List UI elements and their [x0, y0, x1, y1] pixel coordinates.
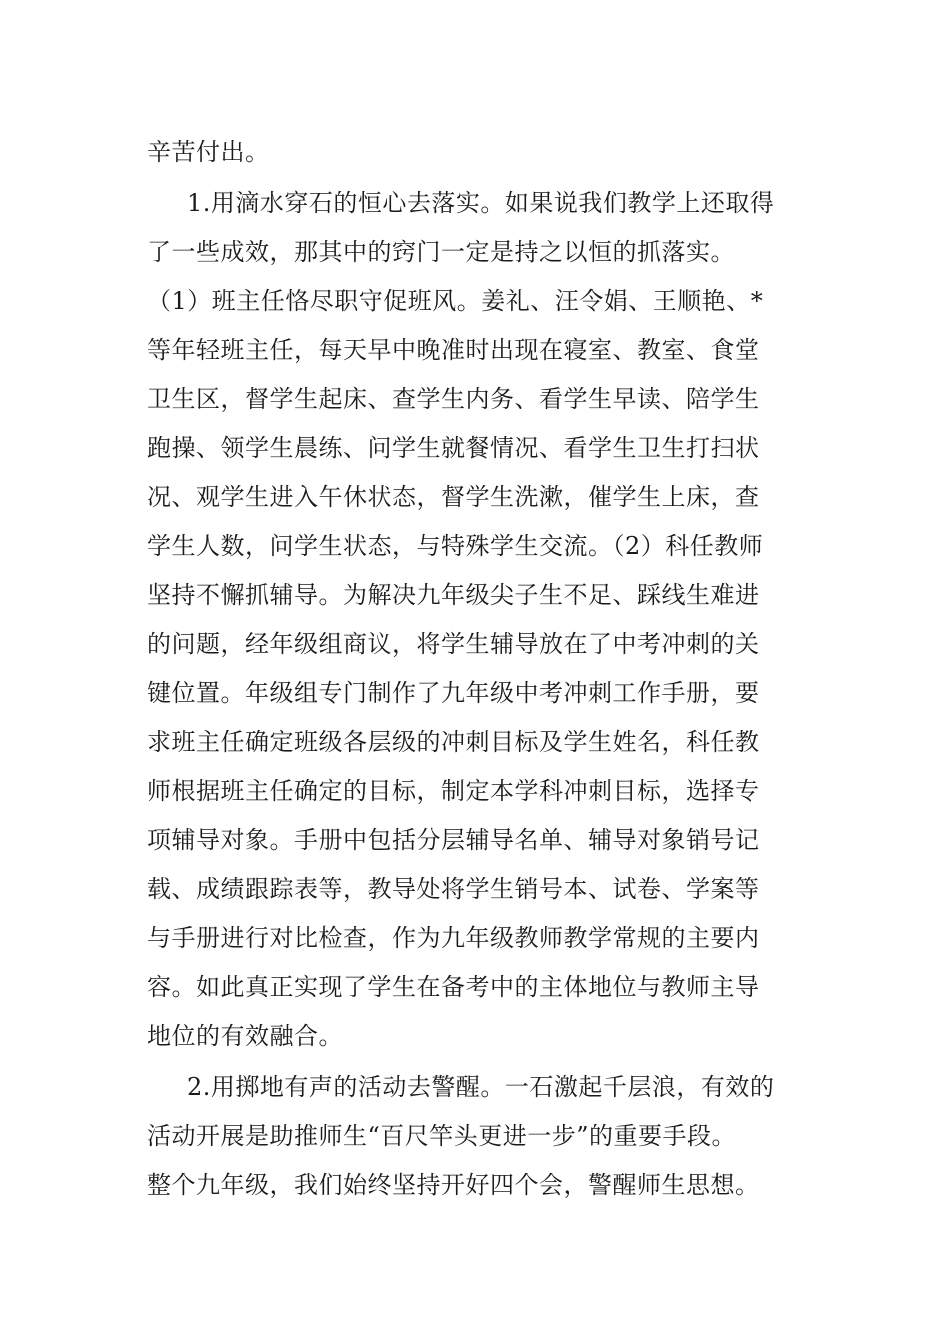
- text-line: 况、观学生进入午休状态，督学生洗漱，催学生上床，查: [147, 483, 760, 511]
- text-line: 与手册进行对比检查，作为九年级教师教学常规的主要内: [147, 924, 760, 952]
- text-line: 键位置。年级组专门制作了九年级中考冲刺工作手册，要: [147, 679, 760, 707]
- text-line: 载、成绩跟踪表等，教导处将学生销号本、试卷、学案等: [147, 875, 760, 903]
- paragraph-item-1: [147, 179, 817, 1061]
- text-line: 2.用掷地有声的活动去警醒。一石激起千层浪，有效的: [187, 1073, 775, 1101]
- text-line: 师根据班主任确定的目标，制定本学科冲刺目标，选择专: [147, 777, 760, 805]
- text-line: 活动开展是助推师生“百尺竿头更进一步”的重要手段。: [147, 1122, 737, 1150]
- text-line: 项辅导对象。手册中包括分层辅导名单、辅导对象销号记: [147, 826, 760, 854]
- text-line: 地位的有效融合。: [147, 1022, 343, 1050]
- text-line: 容。如此真正实现了学生在备考中的主体地位与教师主导: [147, 973, 760, 1001]
- text-line: 跑操、领学生晨练、问学生就餐情况、看学生卫生打扫状: [147, 434, 760, 462]
- text-line: 等年轻班主任，每天早中晚准时出现在寝室、教室、食堂: [147, 336, 760, 364]
- text-line: 卫生区，督学生起床、查学生内务、看学生早读、陪学生: [147, 385, 760, 413]
- text-line: 学生人数，问学生状态，与特殊学生交流。（2）科任教师: [147, 532, 764, 560]
- text-line: （1）班主任恪尽职守促班风。姜礼、汪令娟、王顺艳、*: [147, 287, 764, 315]
- paragraph-continuation: [147, 128, 817, 177]
- text-line: 1.用滴水穿石的恒心去落实。如果说我们教学上还取得: [187, 189, 775, 217]
- text-line: 了一些成效，那其中的窍门一定是持之以恒的抓落实。: [147, 238, 735, 266]
- text-line: 的问题，经年级组商议，将学生辅导放在了中考冲刺的关: [147, 630, 760, 658]
- document-body: [147, 128, 817, 1210]
- text-line: 求班主任确定班级各层级的冲刺目标及学生姓名，科任教: [147, 728, 760, 756]
- text-line: 坚持不懈抓辅导。为解决九年级尖子生不足、踩线生难进: [147, 581, 760, 609]
- text-line: 整个九年级，我们始终坚持开好四个会，警醒师生思想。: [147, 1171, 760, 1199]
- paragraph-item-2: [147, 1063, 817, 1210]
- text-line: 辛苦付出。: [147, 138, 270, 166]
